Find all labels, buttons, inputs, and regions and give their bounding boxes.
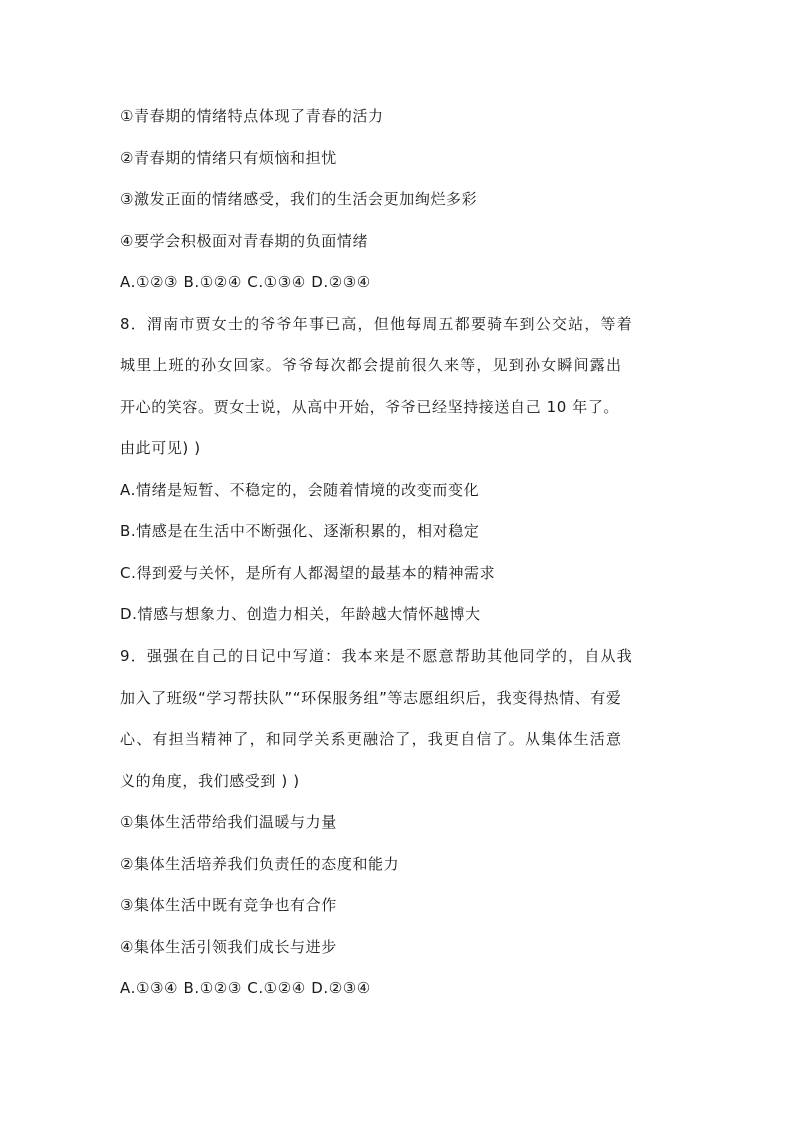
q9-stem-line-1: 9．强强在自己的日记中写道：我本来是不愿意帮助其他同学的，自从我 bbox=[120, 647, 633, 665]
q8-stem-line-2: 城里上班的孙女回家。爷爷每次都会提前很久来等，见到孙女瞬间露出 bbox=[120, 356, 623, 374]
q8-stem-line-4: 由此可见) ) bbox=[120, 439, 201, 457]
q7-option-1: ①青春期的情绪特点体现了青春的活力 bbox=[120, 107, 384, 125]
q8-stem-line-1: 8．渭南市贾女士的爷爷年事已高，但他每周五都要骑车到公交站，等着 bbox=[120, 315, 633, 333]
q8-option-d: D.情感与想象力、创造力相关，年龄越大情怀越博大 bbox=[120, 605, 481, 623]
q7-option-3: ③激发正面的情绪感受，我们的生活会更加绚烂多彩 bbox=[120, 190, 478, 208]
q9-stem-line-4: 义的角度，我们感受到 ) ) bbox=[120, 772, 300, 790]
q9-stem-line-2: 加入了班级“学习帮扶队”“环保服务组”等志愿组织后，我变得热情、有爱 bbox=[120, 689, 622, 707]
q9-option-1: ①集体生活带给我们温暖与力量 bbox=[120, 813, 337, 831]
q8-option-b: B.情感是在生活中不断强化、逐渐积累的，相对稳定 bbox=[120, 522, 480, 540]
q7-option-2: ②青春期的情绪只有烦恼和担忧 bbox=[120, 149, 337, 167]
q9-stem-line-3: 心、有担当精神了，和同学关系更融洽了，我更自信了。从集体生活意 bbox=[120, 730, 623, 748]
q9-option-4: ④集体生活引领我们成长与进步 bbox=[120, 938, 337, 956]
q8-option-a: A.情绪是短暂、不稳定的，会随着情境的改变而变化 bbox=[120, 481, 480, 499]
q8-option-c: C.得到爱与关怀，是所有人都渴望的最基本的精神需求 bbox=[120, 564, 496, 582]
q9-answer-choices: A.①③④ B.①②③ C.①②④ D.②③④ bbox=[120, 979, 371, 997]
q8-stem-line-3: 开心的笑容。贾女士说，从高中开始，爷爷已经坚持接送自己 10 年了。 bbox=[120, 398, 620, 416]
q7-option-4: ④要学会积极面对青春期的负面情绪 bbox=[120, 232, 369, 250]
q9-option-3: ③集体生活中既有竞争也有合作 bbox=[120, 896, 337, 914]
q9-option-2: ②集体生活培养我们负责任的态度和能力 bbox=[120, 855, 400, 873]
q7-answer-choices: A.①②③ B.①②④ C.①③④ D.②③④ bbox=[120, 273, 371, 291]
